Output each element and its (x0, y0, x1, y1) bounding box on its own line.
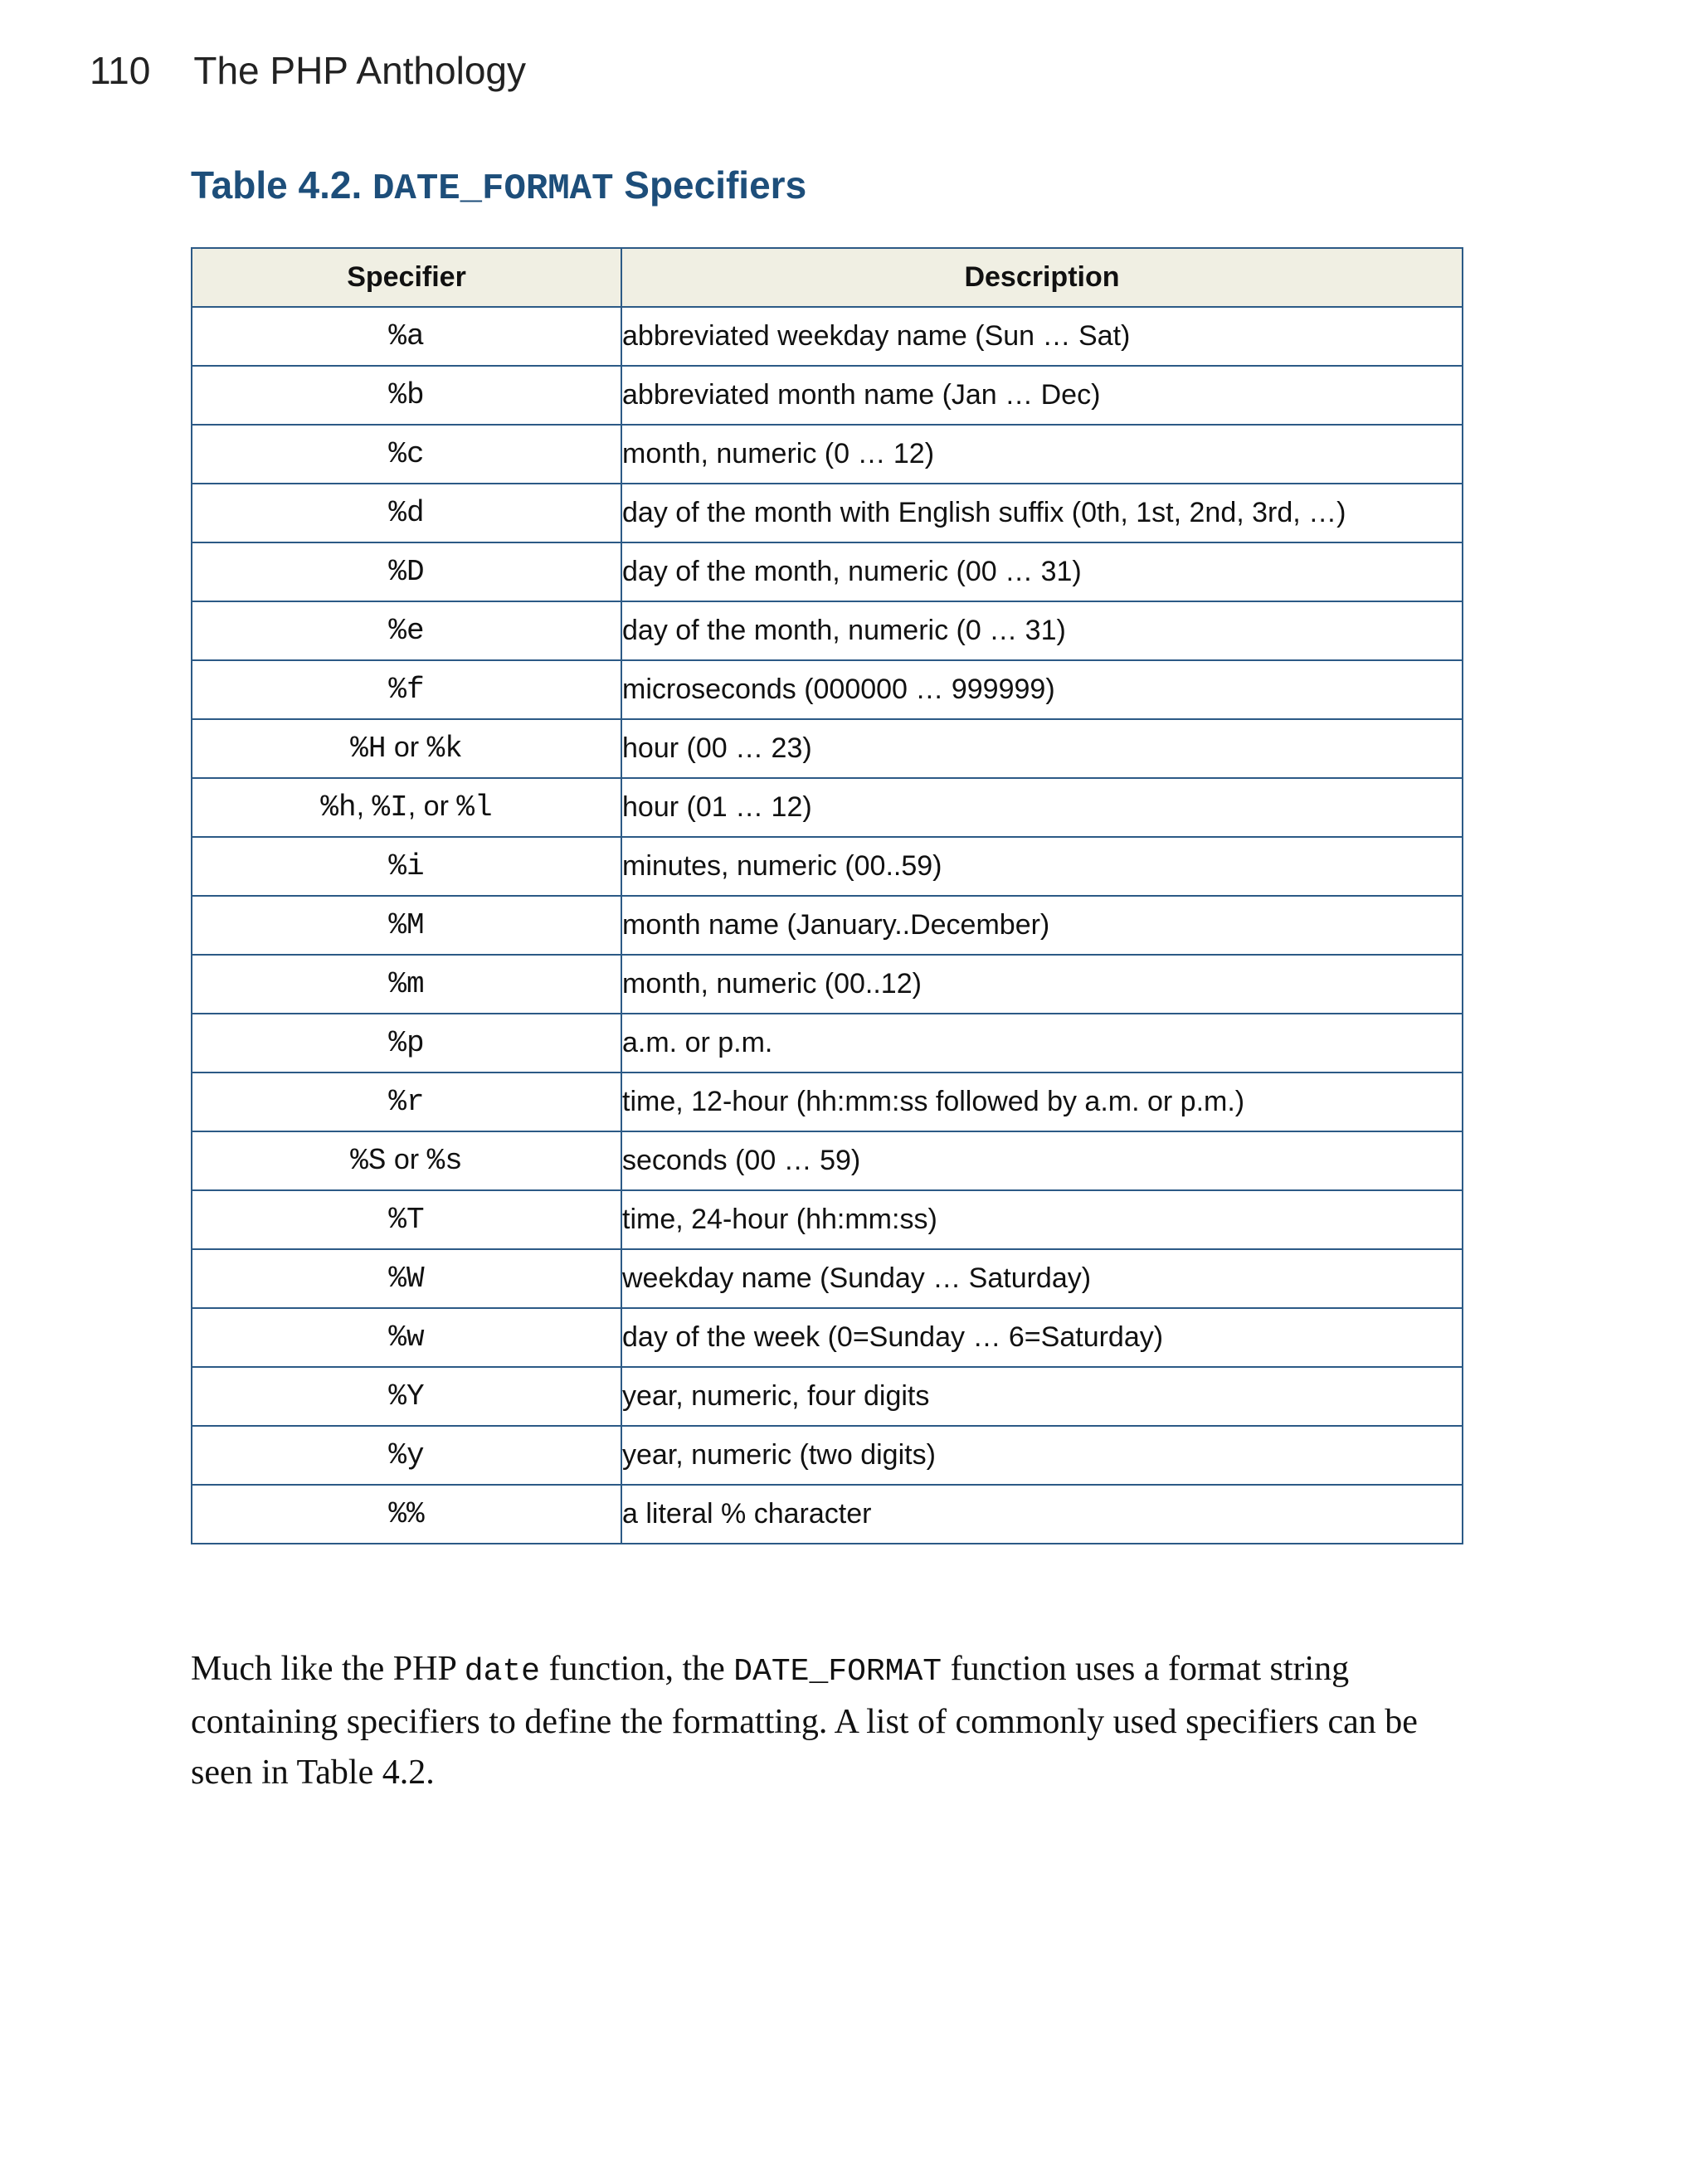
text-fragment: or (386, 732, 427, 763)
table-row (192, 484, 1463, 542)
text-fragment: , or (407, 790, 457, 822)
description-cell: month name (January..December) (621, 896, 1463, 955)
caption-code: DATE_FORMAT (372, 168, 614, 210)
code-fragment: %r (388, 1085, 425, 1119)
description-cell: a.m. or p.m. (621, 1014, 1463, 1073)
description-cell: month, numeric (0 … 12) (621, 425, 1463, 484)
table-row (192, 1426, 1463, 1485)
specifier-cell (192, 778, 621, 837)
specifier-cell (192, 955, 621, 1014)
text-fragment: Much like the PHP (191, 1650, 465, 1688)
text-fragment: or (386, 1144, 427, 1175)
code-fragment: %S (350, 1144, 387, 1178)
table-row (192, 1073, 1463, 1131)
column-header-description: Description (621, 248, 1463, 307)
code-fragment: date (464, 1654, 540, 1690)
table-row (192, 366, 1463, 425)
specifier-cell (192, 425, 621, 484)
table-row (192, 778, 1463, 837)
table-row (192, 1249, 1463, 1308)
specifier-cell (192, 896, 621, 955)
specifier-cell (192, 366, 621, 425)
table-caption (191, 163, 806, 210)
caption-prefix: Table 4.2. (191, 163, 363, 207)
table-row (192, 1485, 1463, 1544)
running-head (90, 48, 526, 93)
code-fragment: %i (388, 849, 425, 883)
specifier-cell (192, 601, 621, 660)
code-fragment: %h (320, 790, 357, 824)
description-cell: a literal % character (621, 1485, 1463, 1544)
table-row (192, 1367, 1463, 1426)
specifier-cell (192, 1367, 621, 1426)
description-cell: time, 24-hour (hh:mm:ss) (621, 1190, 1463, 1249)
code-fragment: %e (388, 614, 425, 648)
caption-suffix: Specifiers (624, 163, 807, 207)
code-fragment: %% (388, 1497, 425, 1531)
table-row (192, 542, 1463, 601)
description-cell: year, numeric, four digits (621, 1367, 1463, 1426)
page-number: 110 (90, 49, 151, 92)
table-row (192, 660, 1463, 719)
specifier-cell (192, 1249, 621, 1308)
description-cell: seconds (00 … 59) (621, 1131, 1463, 1190)
code-fragment: %T (388, 1203, 425, 1237)
table-row (192, 1131, 1463, 1190)
text-fragment: function uses a format string containing specifiers to define the formatting. A list of commonly used specifiers can be seen in Table 4.2. (191, 1650, 1418, 1792)
description-cell: day of the month, numeric (0 … 31) (621, 601, 1463, 660)
table-row (192, 955, 1463, 1014)
table-row (192, 601, 1463, 660)
description-cell: year, numeric (two digits) (621, 1426, 1463, 1485)
specifier-cell (192, 484, 621, 542)
description-cell: hour (00 … 23) (621, 719, 1463, 778)
description-cell: day of the month with English suffix (0th, 1st, 2nd, 3rd, …) (621, 484, 1463, 542)
description-cell: hour (01 … 12) (621, 778, 1463, 837)
description-cell: day of the month, numeric (00 … 31) (621, 542, 1463, 601)
description-cell: microseconds (000000 … 999999) (621, 660, 1463, 719)
code-fragment: %D (388, 555, 425, 589)
specifier-cell (192, 1131, 621, 1190)
code-fragment: %a (388, 319, 425, 353)
description-cell: abbreviated weekday name (Sun … Sat) (621, 307, 1463, 366)
table-row (192, 307, 1463, 366)
code-fragment: %m (388, 967, 425, 1001)
table-row (192, 719, 1463, 778)
specifier-cell (192, 1190, 621, 1249)
specifier-table (191, 247, 1463, 1544)
text-fragment: , (356, 790, 372, 822)
table-row (192, 1190, 1463, 1249)
code-fragment: %Y (388, 1379, 425, 1413)
table-row (192, 425, 1463, 484)
code-fragment: %c (388, 437, 425, 471)
code-fragment: %d (388, 496, 425, 530)
table-body (192, 307, 1463, 1544)
code-fragment: DATE_FORMAT (733, 1654, 942, 1690)
table-row (192, 896, 1463, 955)
code-fragment: %s (426, 1144, 463, 1178)
description-cell: weekday name (Sunday … Saturday) (621, 1249, 1463, 1308)
description-cell: day of the week (0=Sunday … 6=Saturday) (621, 1308, 1463, 1367)
specifier-cell (192, 660, 621, 719)
description-cell: time, 12-hour (hh:mm:ss followed by a.m. or p.m.) (621, 1073, 1463, 1131)
specifier-cell (192, 1485, 621, 1544)
specifier-cell (192, 1073, 621, 1131)
code-fragment: %y (388, 1438, 425, 1472)
table-row (192, 837, 1463, 896)
specifier-cell (192, 542, 621, 601)
text-fragment: function, the (539, 1650, 734, 1688)
description-cell: month, numeric (00..12) (621, 955, 1463, 1014)
code-fragment: %H (350, 732, 387, 766)
table-header-row (192, 248, 1463, 307)
table-row (192, 1308, 1463, 1367)
body-paragraph (191, 1644, 1468, 1798)
code-fragment: %f (388, 673, 425, 707)
code-fragment: %I (372, 790, 408, 824)
code-fragment: %w (388, 1321, 425, 1355)
specifier-cell (192, 307, 621, 366)
specifier-cell (192, 1014, 621, 1073)
description-cell: abbreviated month name (Jan … Dec) (621, 366, 1463, 425)
specifier-cell (192, 837, 621, 896)
code-fragment: %p (388, 1026, 425, 1060)
code-fragment: %W (388, 1262, 425, 1296)
code-fragment: %k (426, 732, 463, 766)
code-fragment: %M (388, 908, 425, 942)
code-fragment: %l (456, 790, 493, 824)
book-title: The PHP Anthology (193, 49, 526, 92)
description-cell: minutes, numeric (00..59) (621, 837, 1463, 896)
table-row (192, 1014, 1463, 1073)
column-header-specifier: Specifier (192, 248, 621, 307)
code-fragment: %b (388, 378, 425, 412)
specifier-cell (192, 719, 621, 778)
specifier-cell (192, 1308, 621, 1367)
specifier-cell (192, 1426, 621, 1485)
